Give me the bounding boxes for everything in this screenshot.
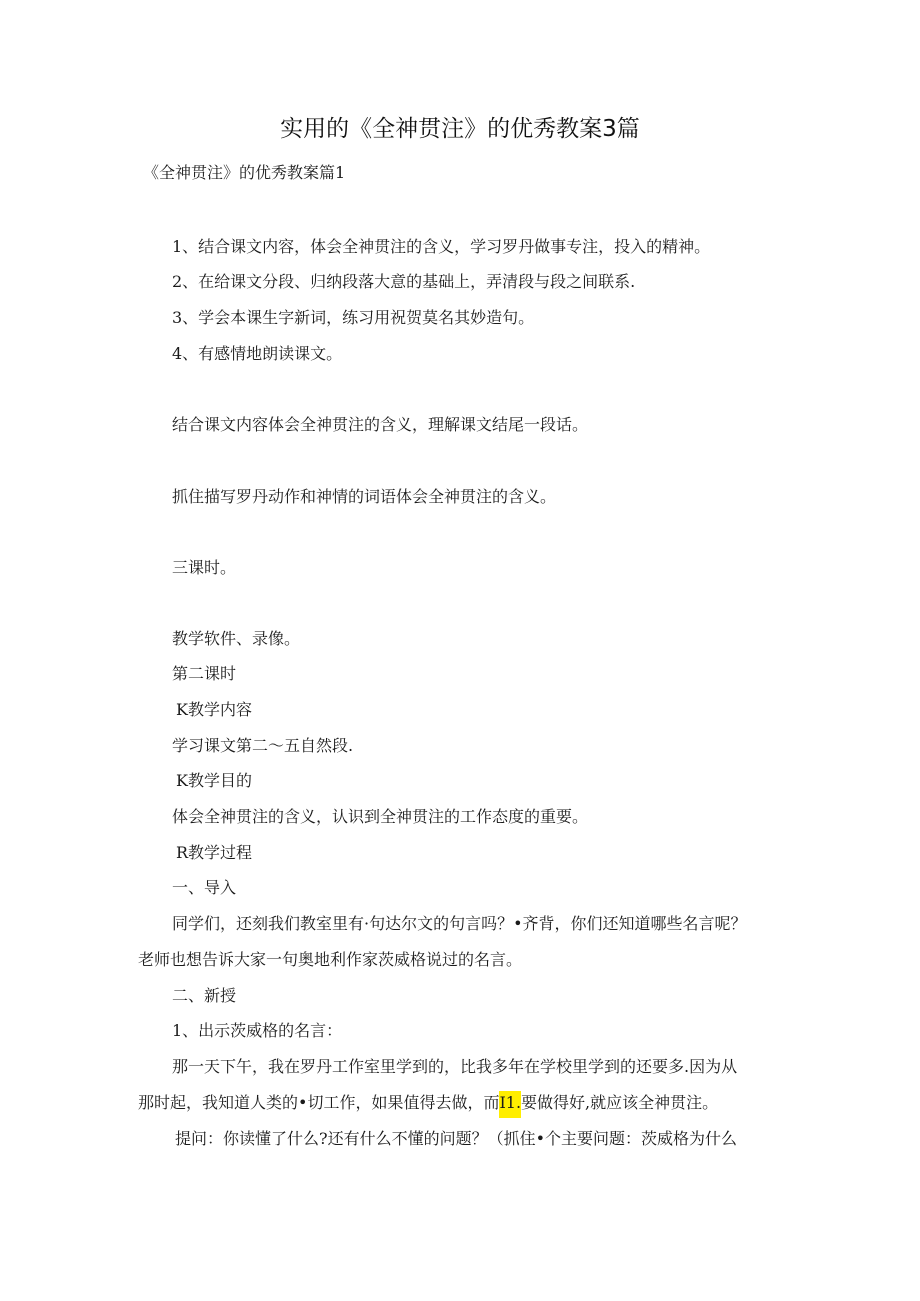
content-label: K教学内容 (176, 700, 252, 719)
objective-item: 3、学会本课生字新词，练习用祝贺莫名其妙造句。 (172, 308, 535, 327)
difficulty-paragraph: 抓住描写罗丹动作和神情的词语体会全神贯注的含义。 (172, 487, 557, 506)
step2-label: 二、新授 (172, 986, 237, 1005)
document-title: 实用的《全神贯注》的优秀教案3篇 (280, 116, 640, 142)
key-point-paragraph: 结合课文内容体会全神贯注的含义，理解课文结尾一段话。 (172, 415, 589, 434)
objective-item: 2、在给课文分段、归纳段落大意的基础上，弄清段与段之间联系. (172, 272, 636, 291)
content-text: 学习课文第二～五自然段. (172, 736, 354, 755)
goal-label: K教学目的 (176, 771, 252, 790)
question-line: 提问：你读懂了什么?还有什么不懂的问题？（抓住•个主要问题：茨威格为什么 (175, 1129, 738, 1148)
highlighted-text: I1. (499, 1091, 521, 1118)
lesson-label: 第二课时 (172, 664, 237, 683)
step1-label: 一、导入 (172, 878, 237, 897)
step1-text-line: 同学们，还刻我们教室里有·句达尔文的句言吗？•齐背，你们还知道哪些名言呢？ (172, 914, 747, 933)
step2-item: 1、出示茨威格的名言： (172, 1021, 343, 1040)
goal-text: 体会全神贯注的含义，认识到全神贯注的工作态度的重要。 (172, 807, 589, 826)
quote-line (138, 1090, 718, 1116)
process-label: R教学过程 (176, 843, 253, 862)
quote-text: 要做得好,就应该全神贯注。 (521, 1093, 719, 1112)
quote-line: 那一天下午，我在罗丹工作室里学到的，比我多年在学校里学到的还要多.因为从 (172, 1057, 738, 1076)
objective-item: 1、结合课文内容，体会全神贯注的含义，学习罗丹做事专注，投入的精神。 (172, 237, 711, 256)
preparation-paragraph: 教学软件、录像。 (172, 629, 301, 648)
period-paragraph: 三课时。 (172, 558, 237, 577)
section-heading: 《全神贯注》的优秀教案篇1 (143, 163, 346, 182)
quote-text: 那时起，我知道人类的•切工作，如果值得去做，而 (138, 1093, 500, 1112)
step1-text-line: 老师也想告诉大家一句奥地利作家茨威格说过的名言。 (138, 950, 523, 969)
objective-item: 4、有感情地朗读课文。 (172, 344, 343, 363)
